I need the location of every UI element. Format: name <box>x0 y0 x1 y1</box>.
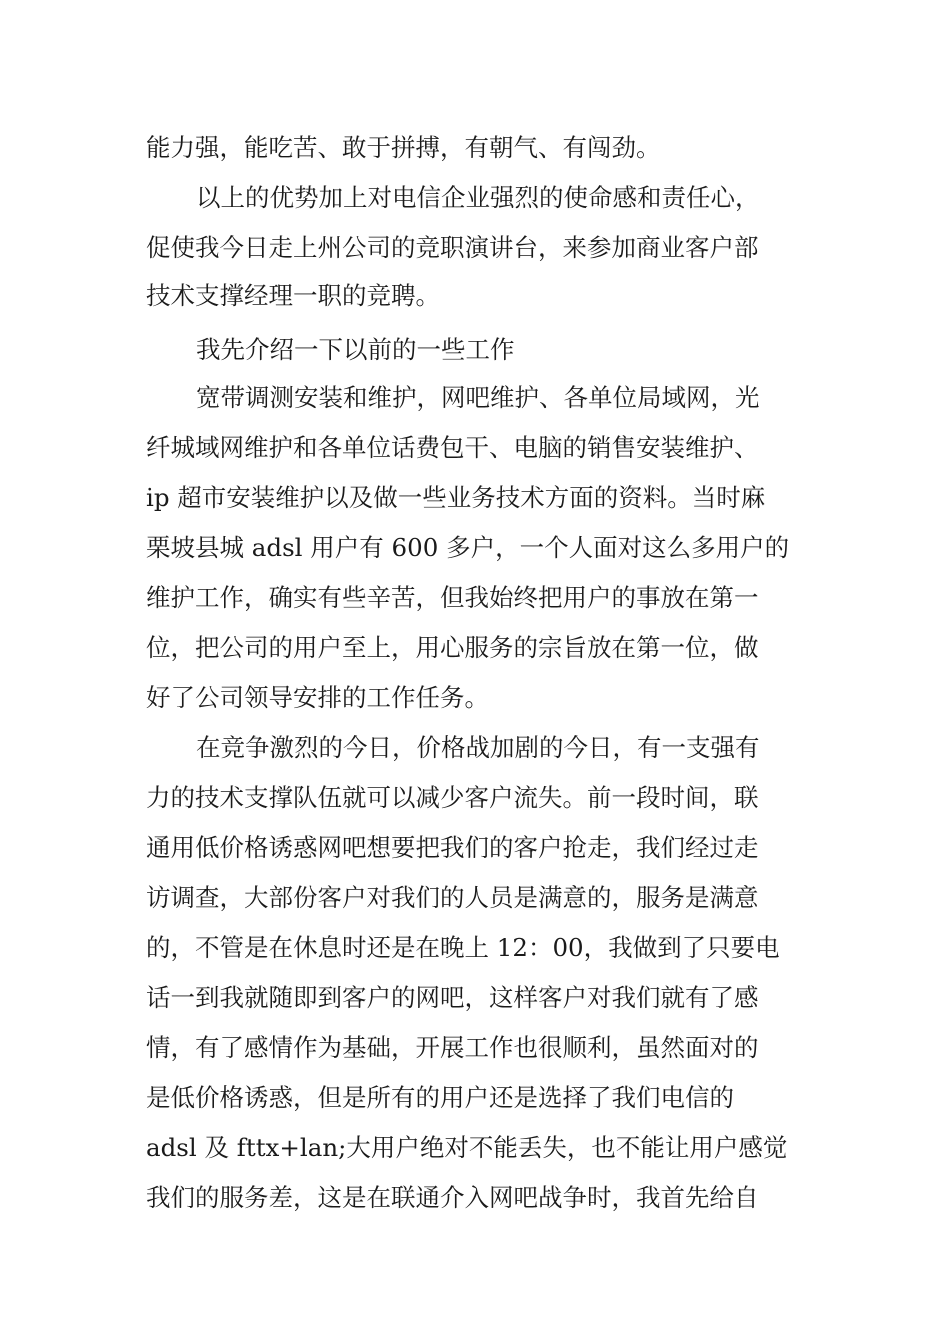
text-line: ip 超市安装维护以及做一些业务技术方面的资料。当时麻 <box>146 483 766 512</box>
text-line: 我们的服务差，这是在联通介入网吧战争时，我首先给自 <box>146 1183 759 1212</box>
text-line: 位，把公司的用户至上，用心服务的宗旨放在第一位，做 <box>146 633 759 662</box>
text-line: 技术支撑经理一职的竞聘。 <box>146 281 440 310</box>
paragraph-start-line: 以上的优势加上对电信企业强烈的使命感和责任心， <box>196 183 760 212</box>
text-line: 栗坡县城 adsl 用户有 600 多户，一个人面对这么多用户的 <box>146 533 790 562</box>
text-line: adsl 及 fttx+lan;大用户绝对不能丢失，也不能让用户感觉 <box>146 1133 788 1162</box>
text-line: 是低价格诱惑，但是所有的用户还是选择了我们电信的 <box>146 1083 734 1112</box>
text-line: 能力强，能吃苦、敢于拼搏，有朝气、有闯劲。 <box>146 133 661 162</box>
text-line: 促使我今日走上州公司的竞职演讲台，来参加商业客户部 <box>146 233 759 262</box>
paragraph-start-line: 在竞争激烈的今日，价格战加剧的今日，有一支强有 <box>196 733 760 762</box>
text-line: 情，有了感情作为基础，开展工作也很顺利，虽然面对的 <box>146 1033 759 1062</box>
paragraph-start-line: 我先介绍一下以前的一些工作 <box>196 335 515 364</box>
paragraph-start-line: 宽带调测安装和维护，网吧维护、各单位局域网，光 <box>196 383 760 412</box>
text-line: 话一到我就随即到客户的网吧，这样客户对我们就有了感 <box>146 983 759 1012</box>
text-line: 的，不管是在休息时还是在晚上 12：00，我做到了只要电 <box>146 933 780 962</box>
text-line: 力的技术支撑队伍就可以减少客户流失。前一段时间，联 <box>146 783 759 812</box>
text-line: 好了公司领导安排的工作任务。 <box>146 683 489 712</box>
text-line: 访调查，大部份客户对我们的人员是满意的，服务是满意 <box>146 883 759 912</box>
text-line: 通用低价格诱惑网吧想要把我们的客户抢走，我们经过走 <box>146 833 759 862</box>
text-line: 维护工作，确实有些辛苦，但我始终把用户的事放在第一 <box>146 583 759 612</box>
text-line: 纤城域网维护和各单位话费包干、电脑的销售安装维护、 <box>146 433 759 462</box>
